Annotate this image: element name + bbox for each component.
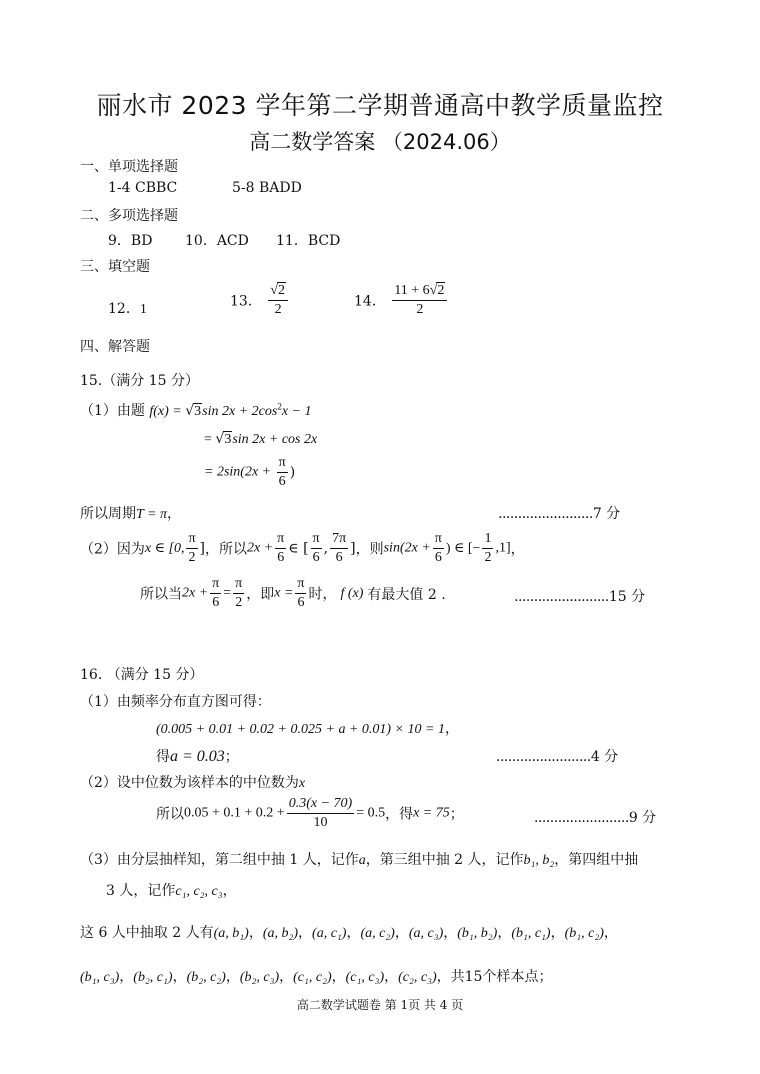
p15-line-2: = √3sin 2x + cos 2x (204, 431, 318, 447)
p16-pairs-line-1: 这 6 人中抽取 2 人有(a, b₁)，(a, b₂)，(a, c₁)，(a, c₂)，(a, c₃)，(b₁, b₂)，(b₁, c₁)，(b₁, c₂)， (80, 925, 618, 941)
sample-pair: (b₂, c₂) (186, 970, 226, 985)
answer-13: 13． $\frac{√2}{2}$ (230, 284, 290, 317)
sample-pair: (c₁, c₃) (345, 970, 385, 985)
sample-pair: (b₁, c₃) (80, 970, 120, 985)
sample-pair: (c₂, c₃) (398, 970, 437, 985)
section-3-heading: 三、填空题 (80, 259, 150, 275)
sample-pair: (a, b₂) (262, 926, 299, 941)
p16-eq-1: (0.005 + 0.01 + 0.02 + 0.025 + a + 0.01) × 10 = 1， (156, 721, 459, 737)
section-4-heading: 四、解答题 (80, 339, 150, 355)
problem-15-heading: 15.（满分 15 分） (80, 373, 199, 389)
p16-score-9: ........................9 分 (534, 810, 657, 826)
p15-score-15: ........................15 分 (514, 589, 646, 605)
fraction: $\frac{11 + 6√2}{2}$ (392, 284, 447, 317)
p16-eq-2: 所以0.05 + 0.1 + 0.2 + $\frac{0.3(x - 70)}{10}$ = 0.5，得x = 75； (156, 796, 464, 830)
p16-part-3-cont: 3 人，记作c₁, c₂, c₃， (106, 883, 237, 899)
answer-9: 9．BD (108, 233, 153, 249)
sample-pair: (b₂, c₁) (133, 970, 173, 985)
problem-16-heading: 16. （满分 15 分） (80, 667, 204, 683)
p16-part-2: （2）设中位数为该样本的中位数为x (80, 775, 306, 791)
answer-1-4: 1-4 CBBC (108, 180, 178, 196)
sample-pair: (b₁, c₁) (511, 926, 551, 941)
section-1-heading: 一、单项选择题 (80, 159, 178, 175)
p16-part-3: （3）由分层抽样知，第二组中抽 1 人，记作a，第三组中抽 2 人，记作b₁, b₂，第四组中抽 (80, 852, 639, 868)
p16-part-1: （1）由频率分布直方图可得： (80, 694, 271, 710)
sample-pair: (a, b₁) (213, 926, 249, 941)
answer-11: 11．BCD (276, 233, 341, 249)
p15-max: 所以当2x + $\frac{\pi}{6}$ = $\frac{\pi}{2}$ ，即x = $\frac{\pi}{6}$ 时， f (x) 有最大值 2 . (140, 576, 446, 610)
page-subtitle: 高二数学答案 （2024.06） (249, 130, 511, 154)
sample-pair: (a, c₂) (360, 926, 395, 941)
p15-period: 所以周期T = π， (80, 506, 181, 522)
answer-10: 10．ACD (185, 233, 249, 249)
sample-pair: (b₁, c₂) (564, 926, 604, 941)
sample-pair: (a, c₃) (408, 926, 444, 941)
sample-pair: (b₂, c₃) (239, 970, 280, 985)
page-title: 丽水市 2023 学年第二学期普通高中教学质量监控 (96, 91, 664, 120)
page-footer: 高二数学试题卷 第 1页 共 4 页 (296, 998, 464, 1012)
answer-14: 14． $\frac{11 + 6√2}{2}$ (354, 284, 449, 317)
p16-result-1: 得a = 0.03； (156, 748, 239, 765)
sample-pair: (c₁, c₂) (293, 970, 332, 985)
answer-5-8: 5-8 BADD (232, 180, 302, 196)
fraction: $\frac{√2}{2}$ (268, 284, 288, 317)
sample-pair: (a, c₁) (312, 926, 347, 941)
p15-line-1: （1）由题 f(x) = √3sin $2x + 2\cos^2x - 1$ (80, 401, 312, 419)
p16-pairs-line-2: (b₁, c₃)，(b₂, c₁)，(b₂, c₂)，(b₂, c₃)，(c₁, c₂)，(c₁, c₃)，(c₂, c₃)，共15个样本点； (80, 969, 553, 985)
answer-12: 12．1 (108, 301, 147, 317)
section-2-heading: 二、多项选择题 (80, 208, 178, 224)
p15-part-2: （2）因为x ∈ [0, $\frac{\pi}{2}$ ]，所以2x + $\frac{\pi}{6}$ ∈ [ $\frac{\pi}{6}$ , $\frac{7\pi}{6}$ ]，则sin(2x + $\frac{\pi}{6}$ ) ∈ [− $\frac{1}{2}$ ,1]， (80, 531, 525, 565)
p15-score-7: ........................7 分 (498, 506, 621, 522)
sample-pair: (b₁, b₂) (457, 926, 498, 941)
p15-line-3: = 2sin(2x + $\frac{\pi}{6}$ ) (204, 455, 296, 489)
p16-score-4: ........................4 分 (496, 749, 619, 765)
